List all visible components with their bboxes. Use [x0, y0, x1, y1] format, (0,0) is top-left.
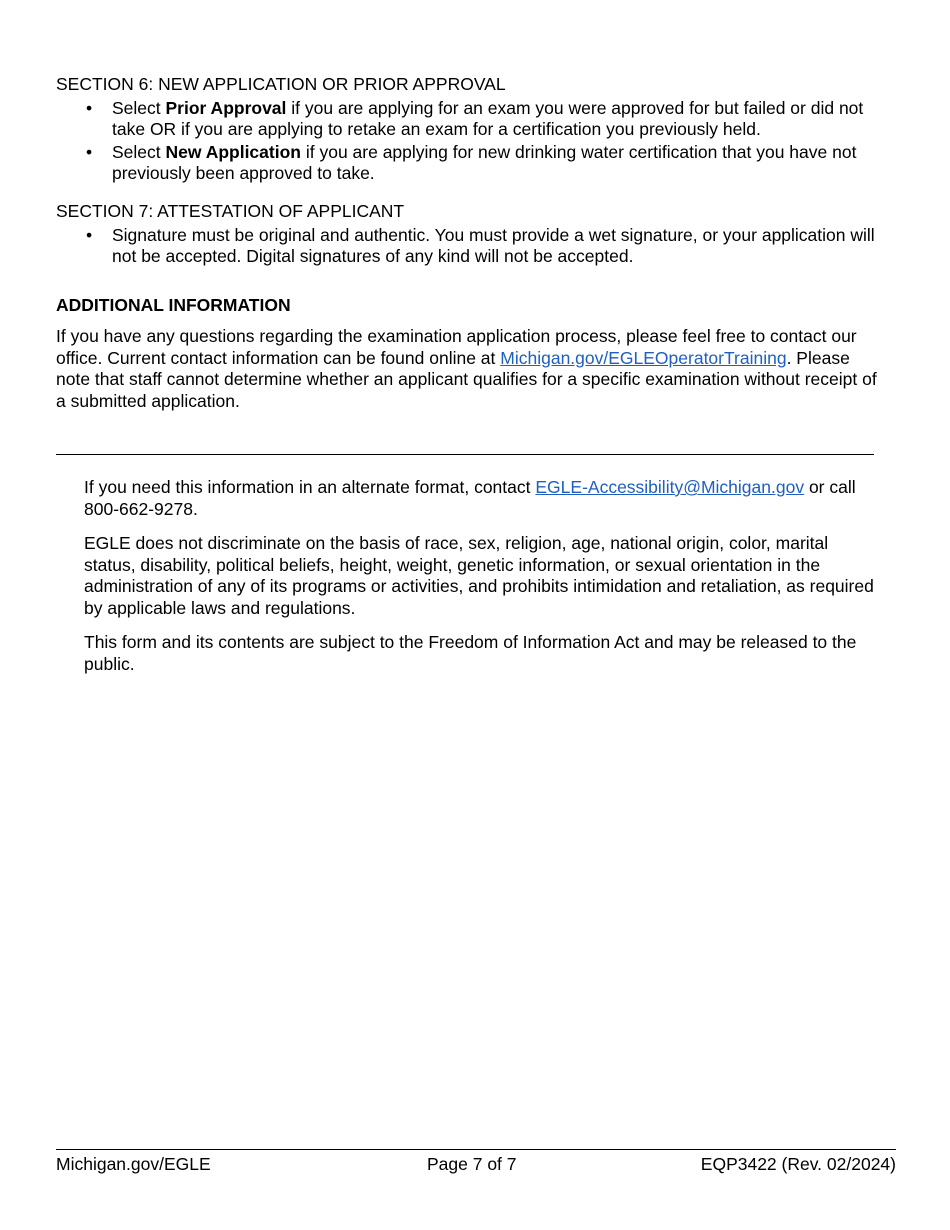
section-7: [56, 201, 882, 267]
footer-form-number: EQP3422 (Rev. 02/2024): [700, 1154, 896, 1174]
section-7-heading: SECTION 7: ATTESTATION OF APPLICANT: [56, 201, 405, 221]
section-7-list: [56, 225, 882, 267]
list-item-bold: New Application: [165, 142, 301, 162]
alt-format-notice: [84, 477, 884, 520]
section-6-list: [56, 98, 882, 184]
additional-info-heading: ADDITIONAL INFORMATION: [56, 295, 291, 315]
list-item-prefix: Select: [112, 98, 166, 118]
list-item-prefix: Select: [112, 142, 166, 162]
list-item-text: if you are applying for an exam you were approved for but failed or did not take OR if you are applying to retake an exam for a certification you previously held.: [112, 98, 864, 139]
alt-format-text-end: or call 800-662-9278.: [84, 477, 856, 519]
nondiscrimination-notice: EGLE does not discriminate on the basis of race, sex, religion, age, national origin, color, marital status, disability, political beliefs, height, weight, genetic information, or sexual orientation in the administration of any of its programs or activities, and prohibits intimidation and retaliation, as required by applicable laws and regulations.: [84, 533, 874, 618]
page-footer: [56, 1149, 896, 1175]
document-page: [56, 74, 882, 688]
additional-info-text: [56, 326, 882, 412]
divider: [56, 454, 874, 455]
section-6: [56, 74, 882, 184]
list-item: • Signature must be original and authentic. You must provide a wet signature, or your application will not be accepted. Digital signatures of any kind will not be accepted.: [56, 225, 882, 267]
list-item: [56, 98, 882, 140]
notice-block: [56, 477, 884, 675]
footer-page-number: Page 7 of 7: [427, 1154, 517, 1174]
additional-info-text-start: If you have any questions regarding the examination application process, please feel free to contact our office. Current contact information can be found online at: [56, 326, 857, 368]
section-6-heading: SECTION 6: NEW APPLICATION OR PRIOR APPROVAL: [56, 74, 506, 94]
list-item: [56, 142, 882, 184]
list-item-bold: Prior Approval: [165, 98, 287, 118]
footer-website: Michigan.gov/EGLE: [56, 1154, 211, 1174]
list-item-text: if you are applying for new drinking water certification that you have not previously been approved to take.: [112, 142, 857, 183]
accessibility-email-link[interactable]: EGLE-Accessibility@Michigan.gov: [535, 477, 805, 497]
operator-training-link[interactable]: Michigan.gov/EGLEOperatorTraining: [500, 347, 787, 368]
additional-info-text-end: . Please note that staff cannot determine whether an applicant qualifies for a specific examination without receipt of a submitted application.: [56, 347, 877, 411]
foia-notice: This form and its contents are subject to the Freedom of Information Act and may be released to the public.: [84, 632, 857, 674]
alt-format-text-start: If you need this information in an alternate format, contact: [84, 477, 536, 497]
